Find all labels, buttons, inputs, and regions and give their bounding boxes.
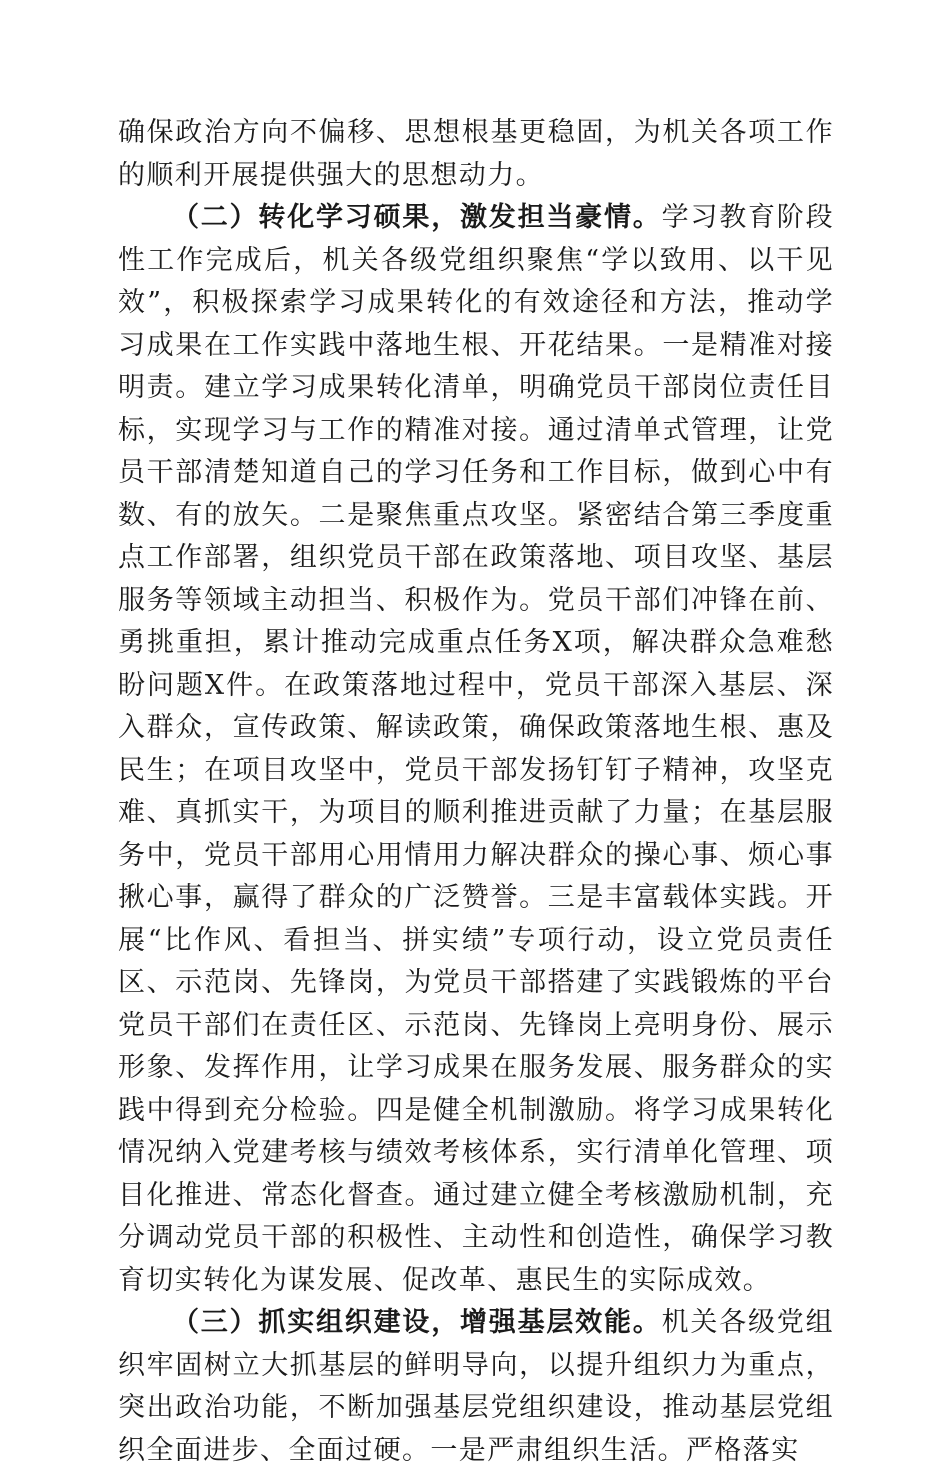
section-3-heading: （三）抓实组织建设，增强基层效能。 [172,1307,662,1338]
document-body [118,112,834,1472]
section-3-body: 机关各级党组织牢固树立大抓基层的鲜明导向，以提升组织力为重点，突出政治功能，不断加强基层党组织建设，推动基层党组织全面进步、全面过硬。一是严肃组织生活。严格落实 [118,1307,834,1466]
section-2-heading: （二）转化学习硕果，激发担当豪情。 [172,202,662,233]
paragraph-continuation [118,112,834,197]
paragraph-section-3 [118,1302,834,1472]
section-2-body: 学习教育阶段性工作完成后，机关各级党组织聚焦“学以致用、以干见效”，积极探索学习成果转化的有效途径和方法，推动学习成果在工作实践中落地生根、开花结果。一是精准对接明责。建立学习成果转化清单，明确党员干部岗位责任目标，实现学习与工作的精准对接。通过清单式管理，让党员干部清楚知道自己的学习任务和工作目标，做到心中有数、有的放矢。二是聚焦重点攻坚。紧密结合第三季度重点工作部署，组织党员干部在政策落地、项目攻坚、基层服务等领域主动担当、积极作为。党员干部们冲锋在前、勇挑重担，累计推动完成重点任务X项，解决群众急难愁盼问题X件。在政策落地过程中，党员干部深入基层、深入群众，宣传政策、解读政策，确保政策落地生根、惠及民生；在项目攻坚中，党员干部发扬钉钉子精神，攻坚克难、真抓实干，为项目的顺利推进贡献了力量；在基层服务中，党员干部用心用情用力解决群众的操心事、烦心事揪心事，赢得了群众的广泛赞誉。三是丰富载体实践。开展“比作风、看担当、拼实绩”专项行动，设立党员责任区、示范岗、先锋岗，为党员干部搭建了实践锻炼的平台党员干部们在责任区、示范岗、先锋岗上亮明身份、展示形象、发挥作用，让学习成果在服务发展、服务群众的实践中得到充分检验。四是健全机制激励。将学习成果转化情况纳入党建考核与绩效考核体系，实行清单化管理、项目化推进、常态化督查。通过建立健全考核激励机制，充分调动党员干部的积极性、主动性和创造性，确保学习教育切实转化为谋发展、促改革、惠民生的实际成效。 [118,202,834,1296]
paragraph-section-2 [118,197,834,1302]
paragraph-continuation-text: 确保政治方向不偏移、思想根基更稳固，为机关各项工作的顺利开展提供强大的思想动力。 [118,117,834,191]
